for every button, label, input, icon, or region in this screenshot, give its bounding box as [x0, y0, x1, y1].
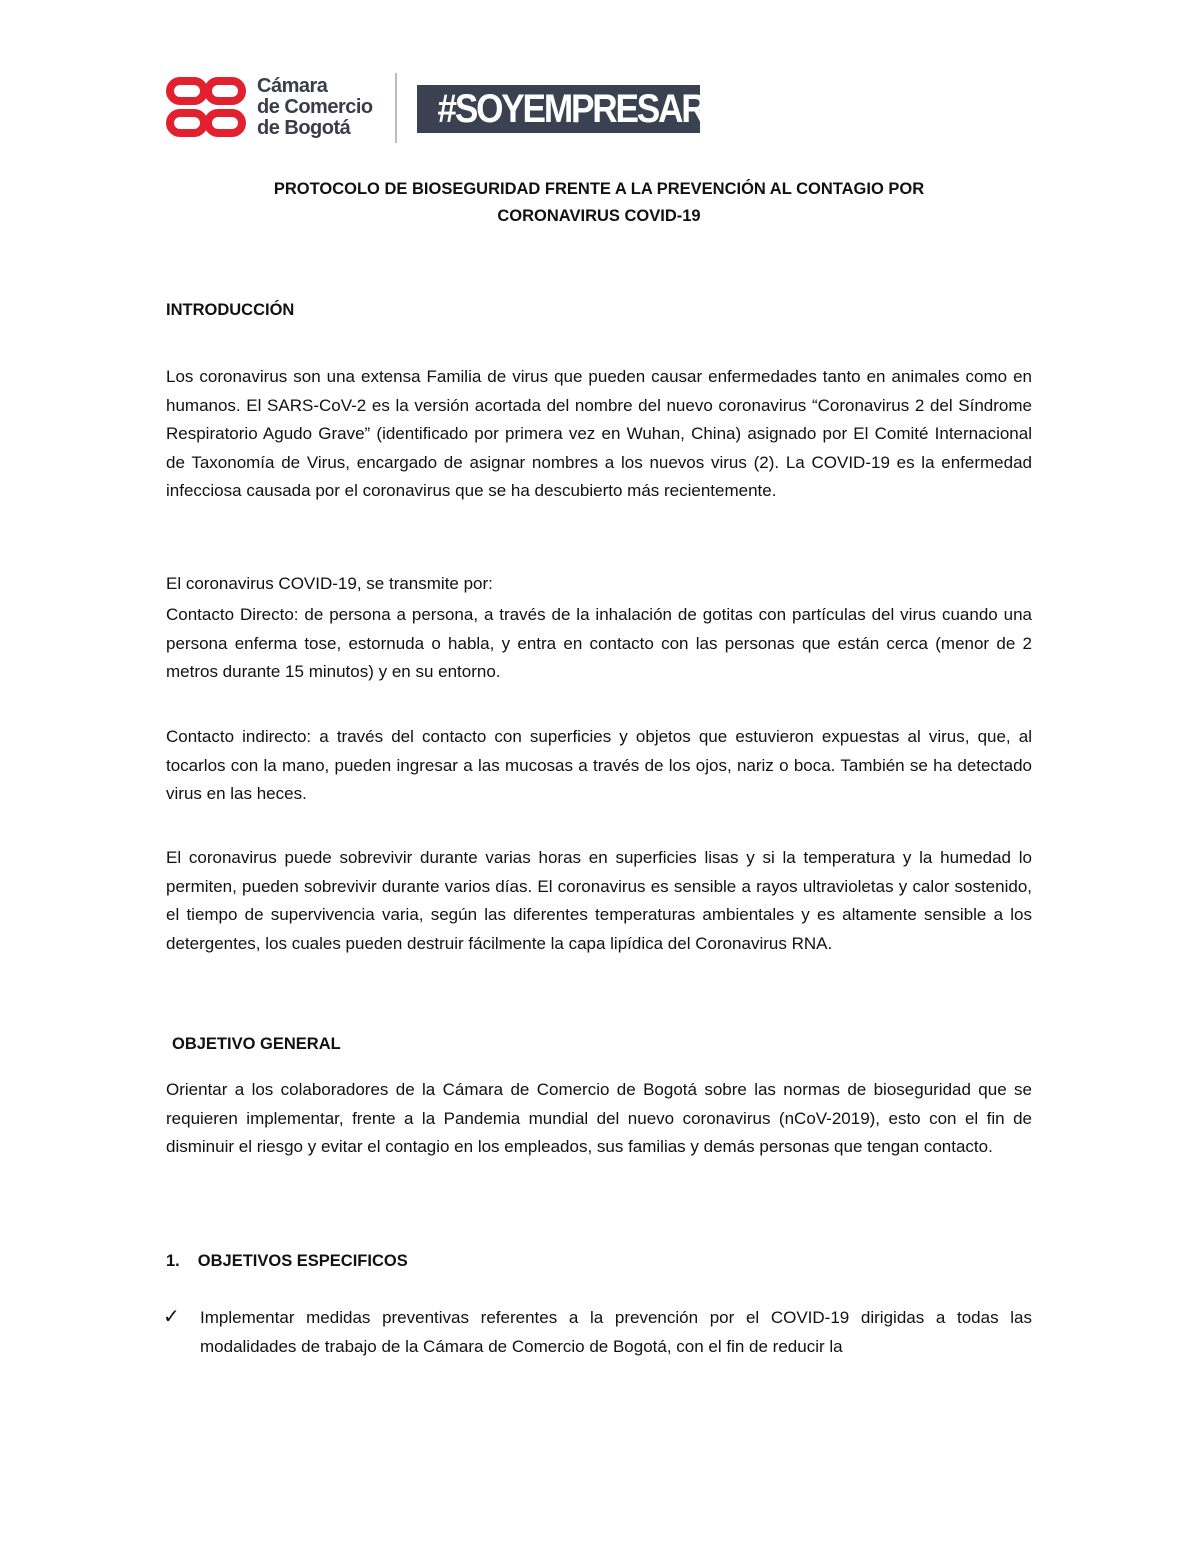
section-heading-text: OBJETIVOS ESPECIFICOS	[197, 1252, 408, 1270]
list-item: Implementar medidas preventivas referentes a la prevención por el COVID-19 dirigidas a todas las modalidades de trabajo de la Cámara de Comercio de Bogotá, con el fin de reducir la	[200, 1308, 1032, 1356]
check-icon: ✓	[163, 1304, 180, 1328]
ccb-logo-text	[257, 76, 373, 139]
soyempresario-logo	[417, 85, 738, 133]
document-title	[165, 176, 1033, 230]
intro-transmission-lead: El coronavirus COVID-19, se transmite por:	[166, 574, 493, 593]
document-title-line: PROTOCOLO DE BIOSEGURIDAD FRENTE A LA PREVENCIÓN AL CONTAGIO POR	[273, 180, 925, 198]
ccb-logo	[165, 74, 373, 140]
logo-divider	[395, 73, 397, 143]
section-heading-objetivo-general: OBJETIVO GENERAL	[172, 1035, 341, 1053]
document-title-line: CORONAVIRUS COVID-19	[497, 207, 701, 225]
section-heading-introduccion: INTRODUCCIÓN	[166, 301, 295, 319]
ccb-logo-line: de Bogotá	[257, 116, 351, 139]
intro-paragraph-1: Los coronavirus son una extensa Familia de virus que pueden causar enfermedades tanto en animales como en humanos. El SARS-CoV-2 es la versión acortada del nombre del nuevo coronavirus “Coronavirus 2 del Síndrome Respiratorio Agudo Grave” (identificado por primera vez en Wuhan, China) asignado por El Comité Internacional de Taxonomía de Virus, encargado de asignar nombres a los nuevos virus (2). La COVID-19 es la enfermedad infecciosa causada por el coronavirus que se ha descubierto más recientemente.	[166, 367, 1032, 500]
intro-paragraph-survival: El coronavirus puede sobrevivir durante varias horas en superficies lisas y si la temperatura y la humedad lo permiten, pueden sobrevivir durante varios días. El coronavirus es sensible a rayos ultravioletas y calor sostenido, el tiempo de supervivencia varia, según las diferentes temperaturas ambientales y es altamente sensible a los detergentes, los cuales pueden destruir fácilmente la capa lipídica del Coronavirus RNA.	[166, 848, 1032, 953]
ccb-logo-mark-icon	[165, 75, 247, 139]
ccb-logo-line: de Comercio	[257, 95, 373, 118]
intro-paragraph-indirect-contact: Contacto indirecto: a través del contacto con superficies y objetos que estuvieron expuestas al virus, que, al tocarlos con la mano, pueden ingresar a las mucosas a través de los ojos, nariz o boca. También se ha detectado virus en las heces.	[166, 727, 1032, 803]
intro-paragraph-direct-contact: Contacto Directo: de persona a persona, a través de la inhalación de gotitas con partículas del virus cuando una persona enferma tose, estornuda o habla, y entra en contacto con las personas que están cerca (menor de 2 metros durante 15 minutos) y en su entorno.	[166, 605, 1032, 681]
general-objective-paragraph: Orientar a los colaboradores de la Cámara de Comercio de Bogotá sobre las normas de bioseguridad que se requieren implementar, frente a la Pandemia mundial del nuevo coronavirus (nCoV-2019), esto con el fin de disminuir el riesgo y evitar el contagio en los empleados, sus familias y demás personas que tengan contacto.	[166, 1080, 1032, 1156]
soyempresario-logo-text: #SOYEMPRESARIO	[437, 87, 738, 131]
section-number: 1.	[166, 1252, 180, 1270]
section-heading-objetivos-especificos	[166, 1252, 1032, 1271]
ccb-logo-line: Cámara	[257, 74, 328, 97]
